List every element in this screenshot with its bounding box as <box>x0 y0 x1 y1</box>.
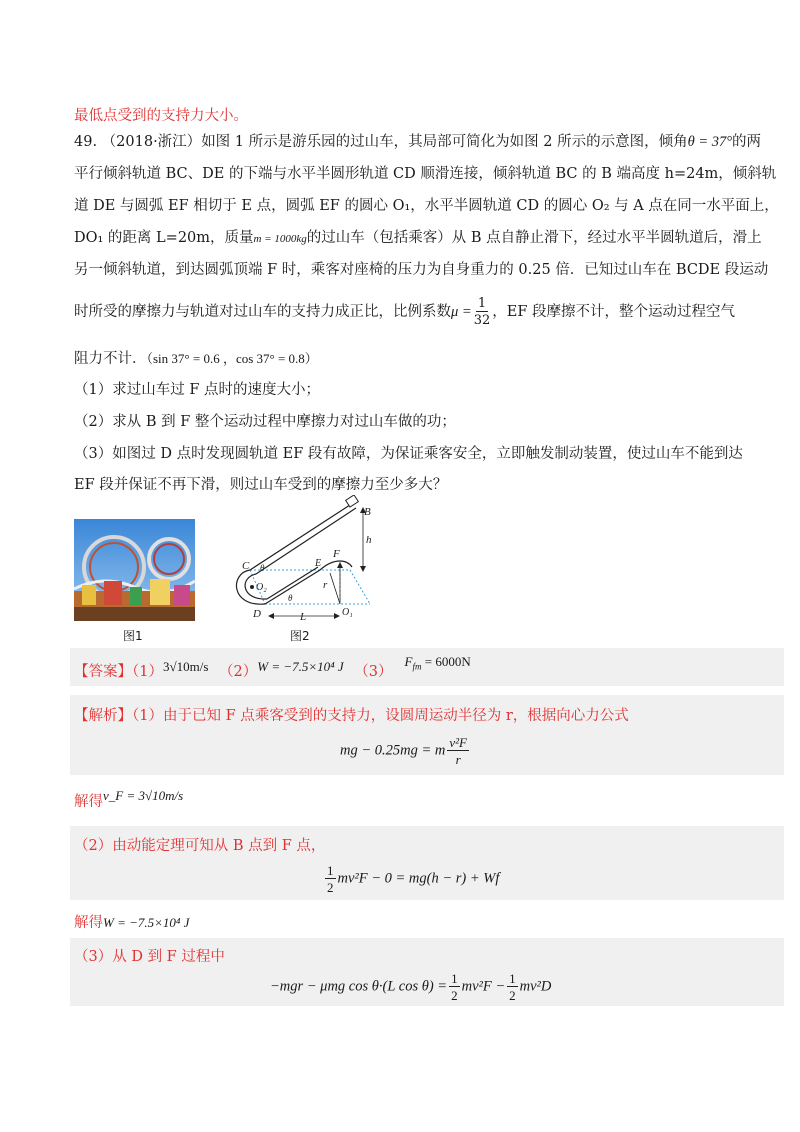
figure-1-caption: 图1 <box>123 629 143 643</box>
question-3-line-2: EF 段并保证不再下滑，则过山车受到的摩擦力至少多大？ <box>74 477 448 493</box>
label-E: E <box>315 558 322 569</box>
answer-1-value: 3√10m/s <box>162 659 209 674</box>
solve-2-value: W = −7.5×10⁴ J <box>103 915 190 930</box>
intro-text: 最低点受到的支持力大小。 <box>74 108 248 124</box>
equation-1-left: mg − 0.25mg = m <box>340 742 446 759</box>
equation-1 <box>340 736 471 766</box>
label-F: F <box>333 548 340 560</box>
equation-3-den-b: 2 <box>509 988 516 1003</box>
analysis-step-1-text: （1）由于已知 F 点乘客受到的支持力，设圆周运动半径为 r，根据向心力公式 <box>132 708 629 724</box>
solve-2 <box>74 911 189 932</box>
label-L: L <box>300 611 307 623</box>
problem-line-2: 平行倾斜轨道 BC、DE 的下端与水平半圆形轨道 CD 顺滑连接，倾斜轨道 BC 的 B 端高度 h=24m，倾斜轨 <box>74 166 777 182</box>
problem-text: 阻力不计． <box>74 351 147 367</box>
problem-text: 如图 1 所示是游乐园的过山车，其局部可简化为如图 2 所示的示意图，倾角 <box>201 134 688 150</box>
problem-text: 的两 <box>732 134 762 150</box>
label-theta-top: θ <box>260 563 265 573</box>
fraction-denominator: 32 <box>473 313 491 328</box>
answer-3-number: = 6000N <box>421 654 471 669</box>
label-B: B <box>364 506 371 518</box>
equation-2-den: 2 <box>327 880 334 895</box>
problem-text: 的过山车（包括乘客）从 B 点自静止滑下，经过水平半圆轨道后，滑上 <box>306 230 762 246</box>
answer-2-value: W = −7.5×10⁴ J <box>257 659 344 674</box>
equation-2-num: 1 <box>327 863 334 878</box>
label-r: r <box>323 579 328 591</box>
label-D: D <box>253 608 261 620</box>
question-2: （2）求从 B 到 F 整个运动过程中摩擦力对过山车做的功； <box>74 414 456 430</box>
analysis-step-3: （3）从 D 到 F 过程中 <box>74 949 225 965</box>
figure-2-caption: 图2 <box>290 629 310 643</box>
answer-part-3: （3） <box>354 664 393 680</box>
equation-1-num: v²F <box>449 735 467 750</box>
analysis-tag: 【解析】 <box>74 708 132 724</box>
answer-part-1: （1） <box>132 664 163 680</box>
fraction-numerator: 1 <box>477 296 487 311</box>
problem-text: DO₁ 的距离 L=20m，质量 <box>74 230 254 246</box>
label-theta-bottom: θ <box>288 593 293 603</box>
problem-number: 49. <box>74 134 98 150</box>
problem-line-3: 道 DE 与圆弧 EF 相切于 E 点，圆弧 EF 的圆心 O₁，水平半圆轨道 CD 的圆心 O₂ 与 A 点在同一水平面上， <box>74 198 779 214</box>
analysis-step-1 <box>74 704 629 725</box>
problem-line-4 <box>74 226 762 247</box>
solve-1-value: v_F = 3√10m/s <box>103 788 184 803</box>
label-O1: O₁ <box>342 607 353 618</box>
problem-source: （2018·浙江） <box>101 134 202 150</box>
mass-value: m = 1000kg <box>253 233 307 245</box>
label-O2: O₂ <box>256 582 267 593</box>
angle-theta: θ = 37° <box>687 134 733 150</box>
answer-3-sub: fm <box>412 661 422 672</box>
solve-2-label: 解得 <box>74 915 103 931</box>
equation-3-end: mv²D <box>519 978 552 995</box>
mu-fraction <box>474 297 491 327</box>
solve-1 <box>74 790 183 811</box>
question-1: （1）求过山车过 F 点时的速度大小； <box>74 382 321 398</box>
trig-values: （sin 37° = 0.6 ，cos 37° = 0.8） <box>146 351 318 366</box>
answer-3-F: F <box>404 654 413 669</box>
equation-2 <box>323 864 499 894</box>
problem-line-7 <box>74 347 318 368</box>
solve-1-label: 解得 <box>74 794 103 810</box>
track-diagram <box>220 495 400 630</box>
equation-3-mid: mv²F − <box>461 978 506 995</box>
answer-part-2: （2） <box>219 664 258 680</box>
equation-3-den-a: 2 <box>451 988 458 1003</box>
roller-coaster-photo <box>74 519 195 621</box>
equation-3-num-b: 1 <box>509 971 516 986</box>
label-h: h <box>366 534 372 546</box>
problem-text: ，EF 段摩擦不计，整个运动过程空气 <box>492 304 736 320</box>
answer-tag: 【答案】 <box>74 664 132 680</box>
equation-3 <box>270 972 551 1002</box>
answer-3-value <box>404 654 471 672</box>
equation-3-num-a: 1 <box>451 971 458 986</box>
equation-2-rest: mv²F − 0 = mg(h − r) + Wf <box>337 870 500 887</box>
problem-line-6 <box>74 297 735 327</box>
mu-symbol: μ = <box>451 304 472 320</box>
question-3-line-1: （3）如图过 D 点时发现圆轨道 EF 段有故障，为保证乘客安全，立即触发制动装置，使过山车不能到达 <box>74 446 743 462</box>
problem-text: 时所受的摩擦力与轨道对过山车的支持力成正比，比例系数 <box>74 304 451 320</box>
equation-3-left: −mgr − μmg cos θ·(L cos θ) = <box>270 978 448 995</box>
answer-line <box>74 654 471 682</box>
analysis-step-2: （2）由动能定理可知从 B 点到 F 点， <box>74 838 326 854</box>
problem-line-1 <box>74 130 761 151</box>
problem-line-5: 另一倾斜轨道，到达圆弧顶端 F 时，乘客对座椅的压力为自身重力的 0.25 倍．已知过山车在 BCDE 段运动 <box>74 262 769 278</box>
equation-1-den: r <box>455 752 461 767</box>
label-C: C <box>242 560 250 572</box>
